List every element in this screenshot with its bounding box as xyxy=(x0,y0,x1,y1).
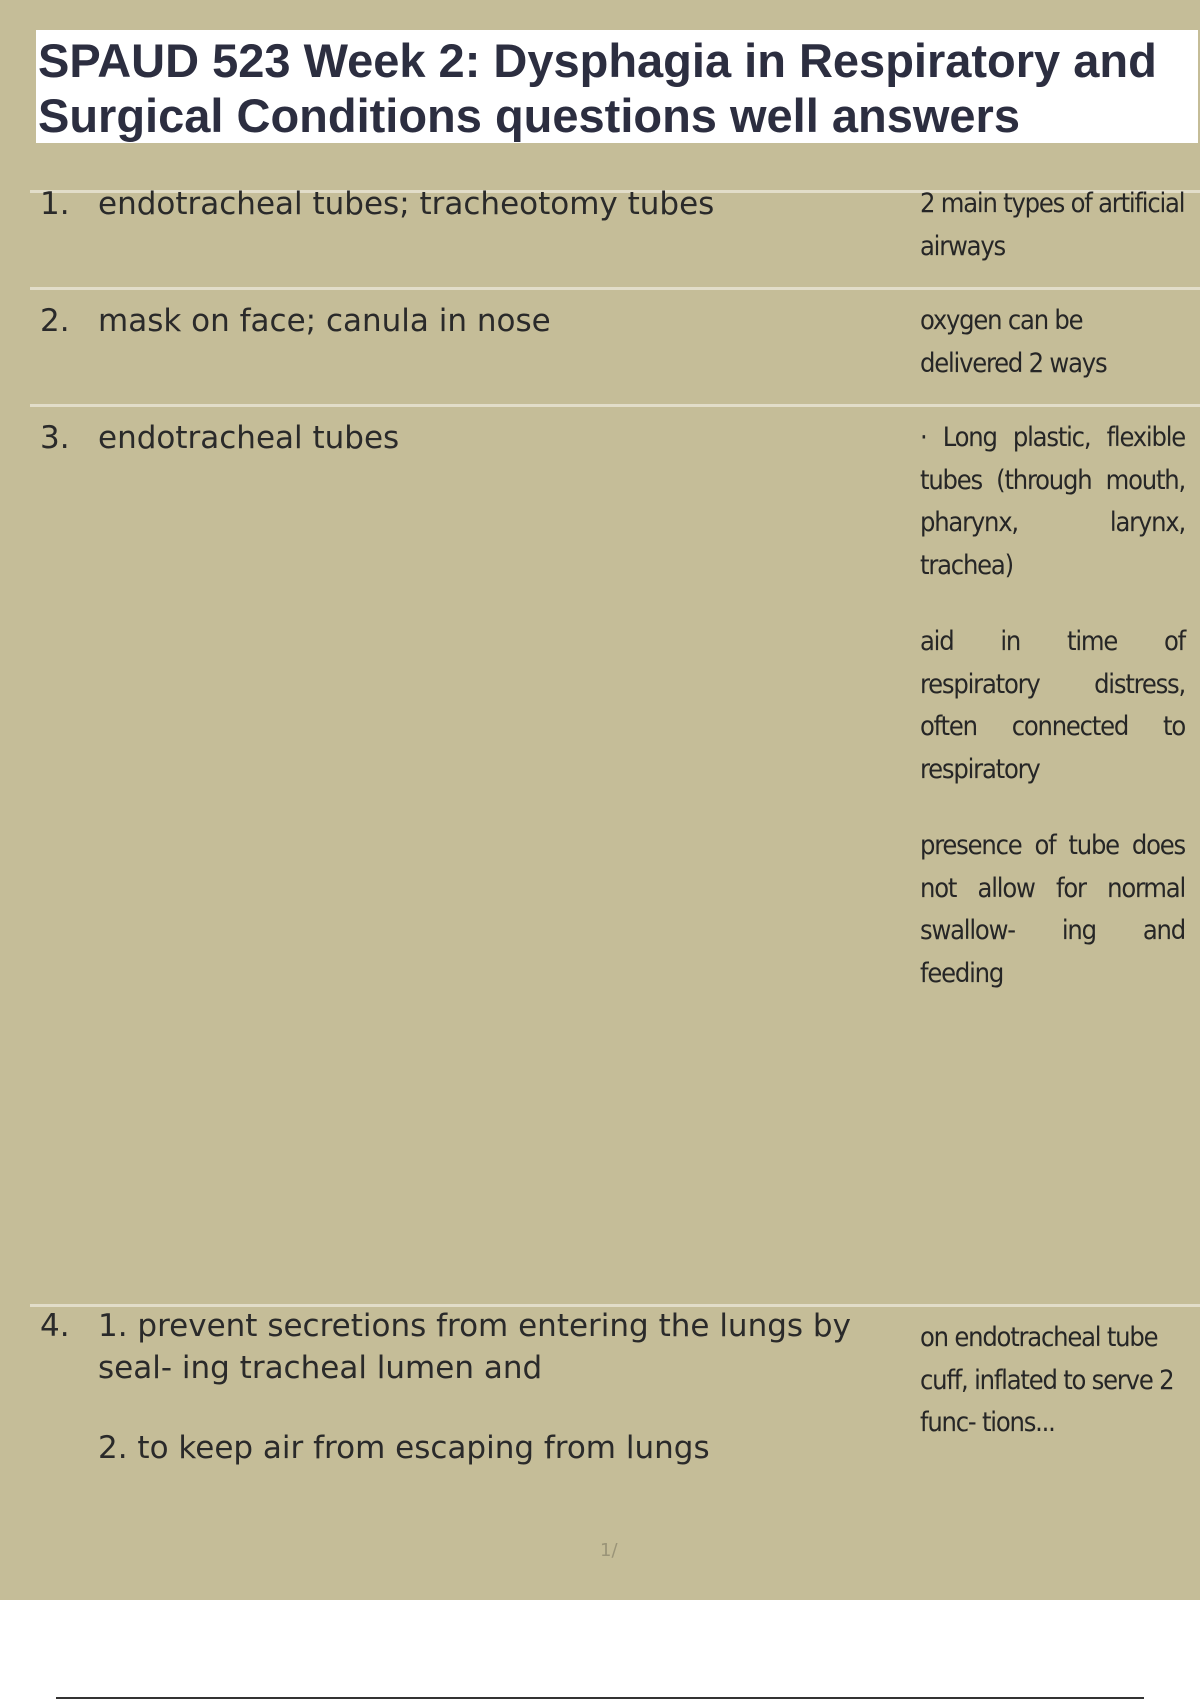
document-title: SPAUD 523 Week 2: Dysphagia in Respiratory and Surgical Conditions questions well answers xyxy=(38,34,1157,142)
question-term xyxy=(98,1305,898,1469)
footer-rule xyxy=(56,1697,1144,1699)
question-definition: 2 main types of artificial airways xyxy=(920,188,1185,262)
question-definition xyxy=(920,417,1185,995)
definition-paragraph: presence of tube does not allow for normal swallow- ing and feeding xyxy=(920,830,1185,989)
page-number: 1/ xyxy=(600,1540,618,1561)
question-number: 2. xyxy=(40,303,70,339)
question-definition: oxygen can be delivered 2 ways xyxy=(920,305,1107,379)
definition-paragraph: aid in time of respiratory distress, often connected to respiratory xyxy=(920,626,1185,785)
row-divider xyxy=(30,404,1200,407)
question-number: 1. xyxy=(40,186,70,222)
title-box xyxy=(36,30,1198,143)
question-number: 4. xyxy=(40,1308,70,1344)
term-line: 1. prevent secretions from entering the lungs by seal- ing tracheal lumen and xyxy=(98,1308,851,1386)
term-line: 2. to keep air from escaping from lungs xyxy=(98,1430,710,1466)
question-term: endotracheal tubes xyxy=(98,420,400,456)
row-divider xyxy=(30,287,1200,290)
question-definition: on endotracheal tube cuff, inflated to serve 2 func- tions... xyxy=(920,1322,1174,1438)
question-term: endotracheal tubes; tracheotomy tubes xyxy=(98,186,715,222)
definition-paragraph: · Long plastic, flexible tubes (through mouth, pharynx, larynx, trachea) xyxy=(920,422,1185,581)
question-term: mask on face; canula in nose xyxy=(98,303,551,339)
question-number: 3. xyxy=(40,420,70,456)
